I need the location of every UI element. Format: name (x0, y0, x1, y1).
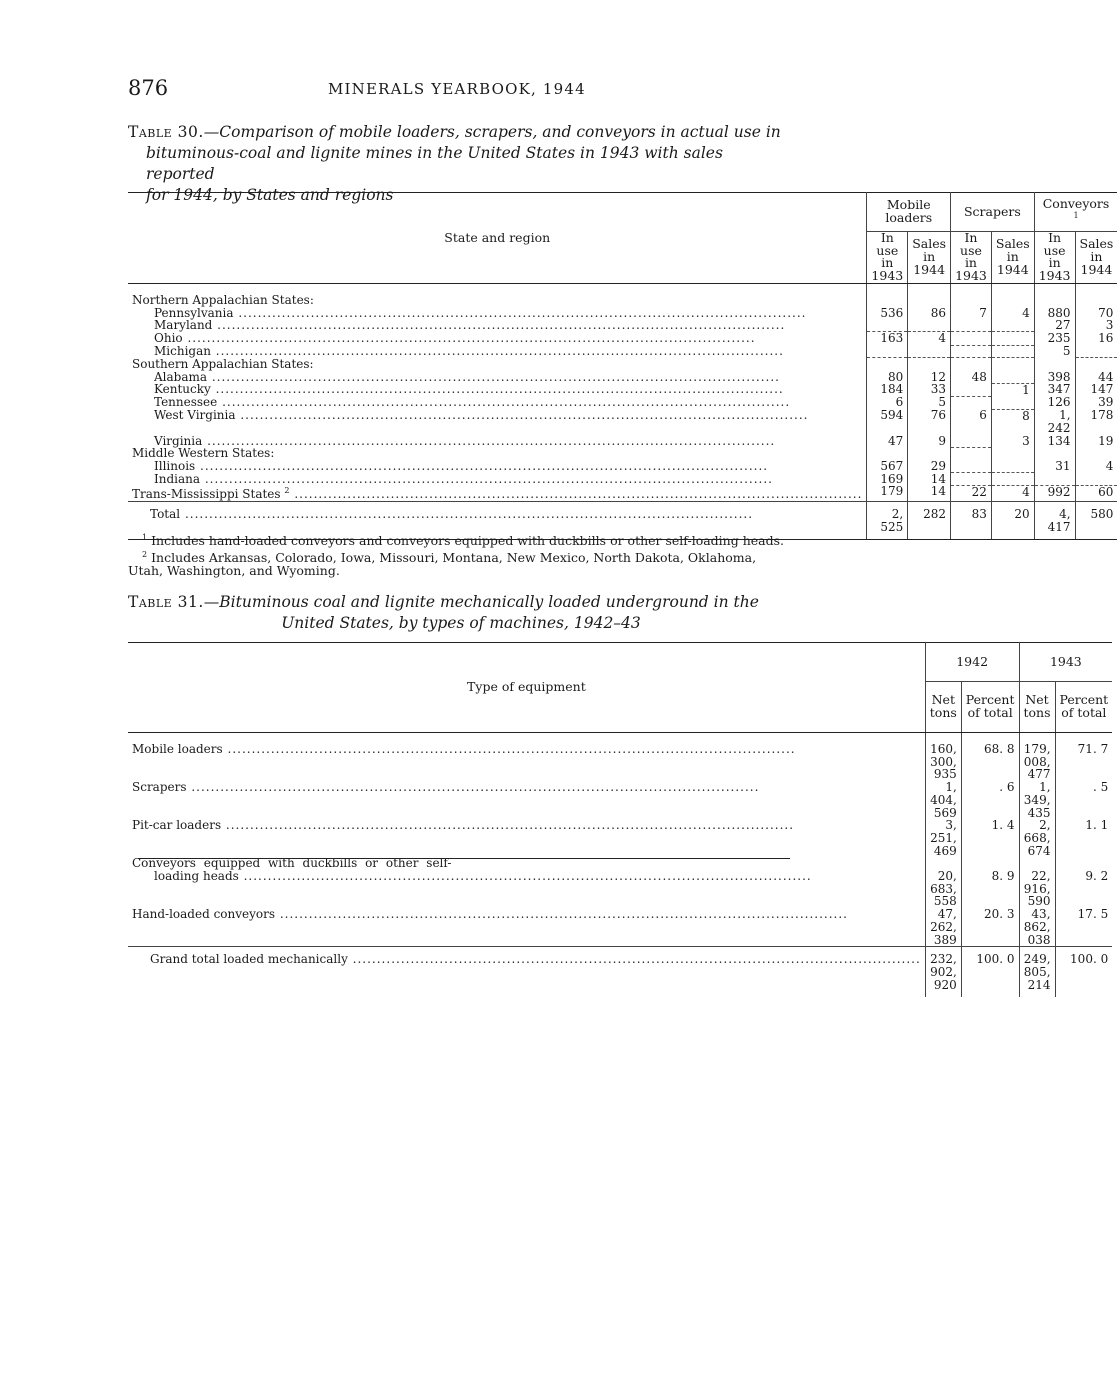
table-cell: 33 (908, 383, 951, 396)
table-cell: 4 (1075, 460, 1117, 473)
table-cell: 71. 7 (1055, 743, 1112, 781)
table-row (128, 409, 1117, 434)
table-cell: 83 (951, 502, 992, 540)
region-label: Southern Appalachian States: (132, 356, 314, 371)
table-cell (908, 345, 951, 358)
table-row (128, 435, 1117, 448)
table-cell: 31 (1034, 460, 1075, 473)
header-conveyors (1034, 193, 1117, 232)
table-cell: . 5 (1055, 781, 1112, 819)
table-cell: 1, 349, 435 (1019, 781, 1055, 819)
table-cell: 1, 242 (1034, 409, 1075, 434)
table-cell: 76 (908, 409, 951, 434)
running-title: MINERALS YEARBOOK, 1944 (328, 80, 586, 98)
table-cell: 134 (1034, 435, 1075, 448)
subheader-sales: Sales in 1944 (991, 232, 1034, 284)
subheader-in-use: In use in 1943 (1034, 232, 1075, 284)
table-cell: 184 (867, 383, 908, 396)
table-cell: 160, 300, 935 (925, 743, 961, 781)
header-1943: 1943 (1019, 643, 1112, 682)
table-31-caption (128, 592, 794, 634)
table-cell: 16 (1075, 332, 1117, 345)
table-cell: 7 (951, 307, 992, 320)
table-cell: 235 (1034, 332, 1075, 345)
table-cell: 48 (951, 371, 992, 384)
footnote-ref-1: 1 (1073, 211, 1079, 221)
table-cell (908, 319, 951, 332)
row-label: Illinois ..... (128, 460, 867, 473)
table-cell: 100. 0 (961, 947, 1019, 998)
subheader-sales: Sales in 1944 (1075, 232, 1117, 284)
table-31-bottom-rule (138, 858, 790, 859)
row-label: Scrapers ..... (128, 781, 925, 819)
table-cell: 3, 251, 469 (925, 819, 961, 857)
table-cell: 178 (1075, 409, 1117, 434)
table-row (128, 345, 1117, 358)
table-cell: 567 (867, 460, 908, 473)
table-cell: 43, 862, 038 (1019, 908, 1055, 947)
row-label: Tennessee ..... (128, 396, 867, 409)
row-label: Total ..... (128, 502, 867, 540)
table-cell: 347 (1034, 383, 1075, 396)
table-cell: 60 (1075, 485, 1117, 501)
table-cell (1075, 345, 1117, 358)
table-row (128, 485, 1117, 501)
table-cell (991, 473, 1034, 486)
table-cell: 6 (867, 396, 908, 409)
row-label: Virginia ..... (128, 435, 867, 448)
header-mobile-loaders: Mobile loaders (867, 193, 951, 232)
footnote-2: $^2$ Includes Arkansas, Colorado, Iowa, Missouri, Montana, New Mexico, North Dakota, Oklahoma, Utah, Washington, and Wyoming. (128, 549, 757, 579)
subheader-sales: Sales in 1944 (908, 232, 951, 284)
table-cell: 20 (991, 502, 1034, 540)
table-31-caption-line1: —Bituminous coal and lignite mechanically loaded underground in the (203, 593, 759, 611)
table-cell: 163 (867, 332, 908, 345)
table-cell (991, 371, 1034, 384)
table-31-label: Table 31. (128, 593, 204, 611)
table-cell: 1, 404, 569 (925, 781, 961, 819)
total-row (128, 947, 1112, 998)
table-cell: 27 (1034, 319, 1075, 332)
table-cell: 19 (1075, 435, 1117, 448)
table-cell: 992 (1034, 485, 1075, 501)
table-cell: 20. 3 (961, 908, 1019, 947)
table-cell: 9. 2 (1055, 870, 1112, 908)
table-cell (951, 319, 992, 332)
table-cell (991, 396, 1034, 409)
table-row (128, 870, 1112, 908)
row-label: Alabama ..... (128, 371, 867, 384)
subheader-in-use: In use in 1943 (867, 232, 908, 284)
row-label: Pennsylvania ..... (128, 307, 867, 320)
table-cell: 17. 5 (1055, 908, 1112, 947)
table-cell: 12 (908, 371, 951, 384)
row-label: loading heads ..... (128, 870, 925, 908)
table-cell: . 6 (961, 781, 1019, 819)
header-scrapers: Scrapers (951, 193, 1035, 232)
subheader-percent: Percent of total (961, 682, 1019, 733)
region-label: Northern Appalachian States: (132, 292, 314, 307)
table-cell: 9 (908, 435, 951, 448)
table-cell: 4, 417 (1034, 502, 1075, 540)
table-cell (991, 460, 1034, 473)
region-label: Middle Western States: (132, 446, 275, 461)
table-cell: 3 (1075, 319, 1117, 332)
row-label: Pit-car loaders ..... (128, 819, 925, 857)
row-label: Kentucky ..... (128, 383, 867, 396)
table-cell (951, 383, 992, 396)
table-cell: 147 (1075, 383, 1117, 396)
table-cell: 22 (951, 485, 992, 501)
table-cell: 1. 1 (1055, 819, 1112, 857)
header-1942: 1942 (925, 643, 1019, 682)
table-cell: 1 (991, 383, 1034, 396)
table-cell: 100. 0 (1055, 947, 1112, 998)
table-cell: 169 (867, 473, 908, 486)
stub-header: State and region (128, 193, 867, 284)
table-cell: 8 (991, 409, 1034, 434)
table-cell (951, 435, 992, 448)
row-label: Ohio ..... (128, 332, 867, 345)
header-conveyors-label: Conveyors (1042, 195, 1110, 211)
table-cell (951, 332, 992, 345)
table-row (128, 473, 1117, 486)
table-cell: 880 (1034, 307, 1075, 320)
table-row (128, 819, 1112, 857)
footnote-1: $^1$ Includes hand-loaded conveyors and conveyors equipped with duckbills or other self-loading heads. (142, 533, 784, 549)
table-cell: 6 (951, 409, 992, 434)
table-30-caption-line1: —Comparison of mobile loaders, scrapers, and conveyors in actual use in (203, 123, 781, 141)
table-cell: 68. 8 (961, 743, 1019, 781)
table-row (128, 908, 1112, 947)
row-label: Michigan ..... (128, 345, 867, 358)
table-cell: 580 (1075, 502, 1117, 540)
table-cell: 39 (1075, 396, 1117, 409)
subheader-percent: Percent of total (1055, 682, 1112, 733)
table-cell (991, 332, 1034, 345)
table-cell: 5 (1034, 345, 1075, 358)
table-cell: 126 (1034, 396, 1075, 409)
table-cell: 22, 916, 590 (1019, 870, 1055, 908)
table-cell: 86 (908, 307, 951, 320)
table-31-caption-line2: United States, by types of machines, 1942–43 (281, 614, 641, 632)
table-cell: 282 (908, 502, 951, 540)
table-cell: 179 (867, 485, 908, 501)
table-cell: 29 (908, 460, 951, 473)
row-label: Conveyors equipped with duckbills or other self- (132, 856, 452, 871)
table-row (128, 743, 1112, 781)
table-cell (867, 345, 908, 358)
table-cell: 80 (867, 371, 908, 384)
table-cell: 4 (908, 332, 951, 345)
stub-header: Type of equipment (128, 643, 925, 733)
table-30-caption-line2: bituminous-coal and lignite mines in the United States in 1943 with sales reported (146, 144, 723, 183)
row-label: Indiana ..... (128, 473, 867, 486)
table-cell: 232, 902, 920 (925, 947, 961, 998)
table-cell: 5 (908, 396, 951, 409)
subheader-net-tons: Net tons (925, 682, 961, 733)
page-number: 876 (128, 76, 169, 100)
row-label: West Virginia ..... (128, 409, 867, 434)
row-label: Maryland ..... (128, 319, 867, 332)
table-cell (951, 460, 992, 473)
table-30-label: Table 30. (128, 123, 204, 141)
table-cell: 536 (867, 307, 908, 320)
row-label: Mobile loaders ..... (128, 743, 925, 781)
table-cell: 47 (867, 435, 908, 448)
table-cell: 4 (991, 485, 1034, 501)
table-cell (991, 319, 1034, 332)
table-cell: 70 (1075, 307, 1117, 320)
table-cell (1075, 473, 1117, 486)
row-label: Hand-loaded conveyors ..... (128, 908, 925, 947)
row-label: Trans-Mississippi States $^2$ ..... (128, 485, 867, 501)
table-30 (128, 192, 1117, 540)
table-cell: 4 (991, 307, 1034, 320)
table-cell (867, 319, 908, 332)
running-head (128, 76, 794, 100)
table-cell: 14 (908, 473, 951, 486)
table-cell: 179, 008, 477 (1019, 743, 1055, 781)
table-cell: 44 (1075, 371, 1117, 384)
table-cell: 249, 805, 214 (1019, 947, 1055, 998)
table-cell: 47, 262, 389 (925, 908, 961, 947)
table-cell: 594 (867, 409, 908, 434)
table-cell: 398 (1034, 371, 1075, 384)
table-cell: 1. 4 (961, 819, 1019, 857)
table-cell: 2, 668, 674 (1019, 819, 1055, 857)
table-row (128, 781, 1112, 819)
subheader-in-use: In use in 1943 (951, 232, 992, 284)
table-cell (951, 473, 992, 486)
table-cell: 8. 9 (961, 870, 1019, 908)
footnote-ref-2: 2 (284, 486, 290, 496)
table-cell (1034, 473, 1075, 486)
table-cell: 3 (991, 435, 1034, 448)
row-label: Grand total loaded mechanically ..... (128, 947, 925, 998)
table-31 (128, 642, 1112, 997)
subheader-net-tons: Net tons (1019, 682, 1055, 733)
table-30-footnotes (128, 531, 794, 578)
table-cell (951, 345, 992, 358)
table-cell (991, 345, 1034, 358)
table-cell: 2, 525 (867, 502, 908, 540)
table-cell: 20, 683, 558 (925, 870, 961, 908)
table-30-caption-line3: for 1944, by States and regions (146, 186, 394, 204)
table-cell: 14 (908, 485, 951, 501)
